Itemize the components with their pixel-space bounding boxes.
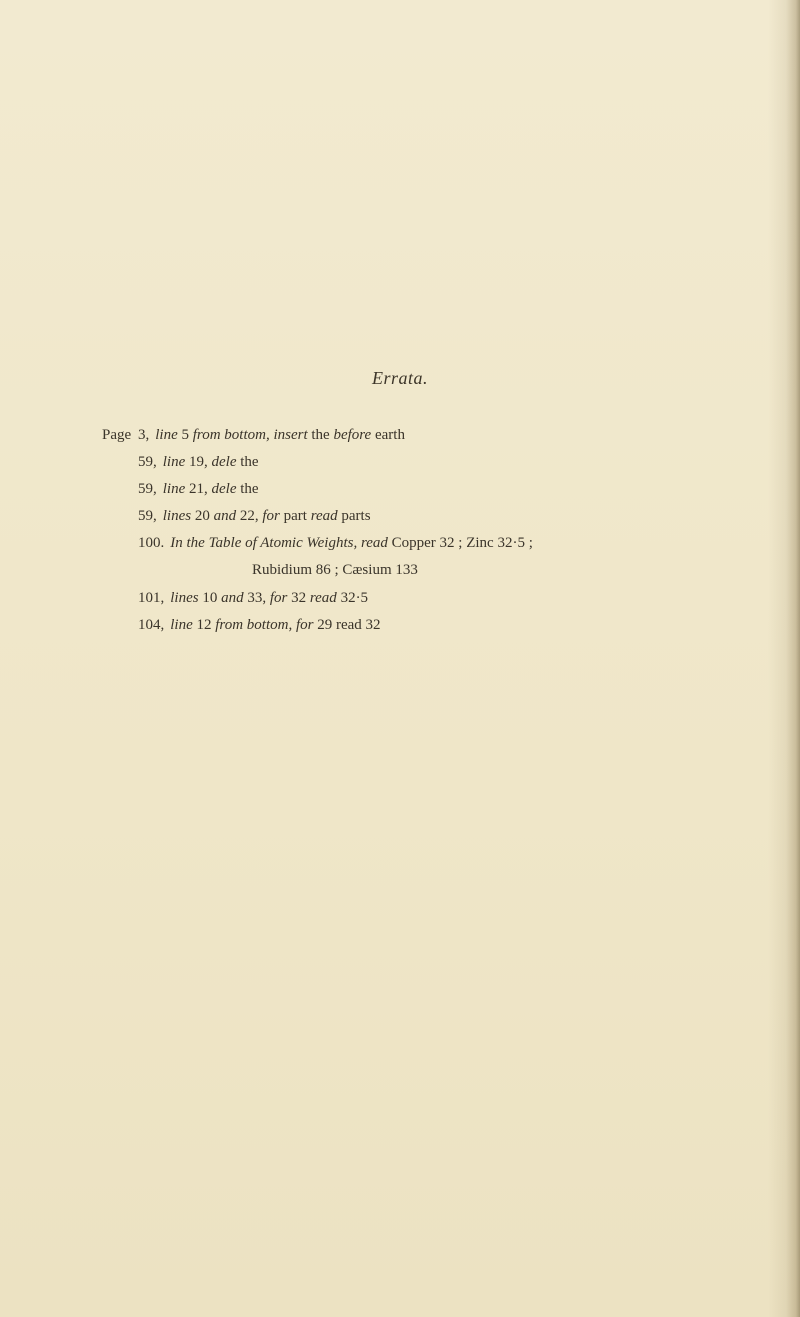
- correction-text: 21,: [185, 481, 212, 497]
- errata-list: [102, 424, 792, 641]
- errata-entry: [102, 532, 792, 559]
- correction-instruction: and: [221, 590, 244, 606]
- errata-entry: [102, 587, 792, 614]
- entry-correction: [170, 587, 368, 609]
- correction-text: earth: [371, 427, 405, 443]
- correction-text: the: [307, 427, 334, 443]
- correction-text: Copper 32 ; Zinc 32·5 ;: [387, 535, 533, 551]
- correction-text: the: [236, 481, 259, 497]
- correction-text: parts: [337, 508, 371, 524]
- correction-text: 5: [177, 427, 193, 443]
- errata-entry: [102, 424, 792, 451]
- correction-instruction: read: [309, 590, 337, 606]
- correction-instruction: dele: [211, 454, 237, 470]
- errata-entry: [102, 614, 792, 641]
- errata-entry-continuation: Rubidium 86 ; Cæsium 133: [252, 562, 418, 578]
- correction-text: 33,: [243, 590, 270, 606]
- correction-text: 22,: [236, 508, 263, 524]
- correction-text: 32·5: [336, 590, 369, 606]
- correction-instruction: for: [269, 590, 288, 606]
- correction-text: 19,: [185, 454, 212, 470]
- correction-instruction: for: [295, 617, 314, 633]
- correction-text: 29 read 32: [313, 617, 381, 633]
- correction-text: 20: [191, 508, 214, 524]
- correction-instruction: from bottom,: [192, 427, 270, 443]
- entry-correction: [170, 614, 380, 636]
- correction-text: 12: [192, 617, 216, 633]
- entry-page-number: 100.: [138, 535, 165, 551]
- entry-correction: [163, 451, 259, 473]
- entry-page-number: 59,: [138, 454, 157, 470]
- entry-correction: [163, 478, 259, 500]
- correction-instruction: before: [333, 427, 372, 443]
- correction-instruction: In the Table of Atomic Weights, read: [170, 535, 388, 551]
- entry-lead: Page: [102, 427, 132, 443]
- correction-instruction: lines: [170, 590, 199, 606]
- errata-entry: [102, 478, 792, 505]
- errata-entry: [102, 505, 792, 532]
- errata-title: Errata.: [372, 368, 429, 388]
- correction-instruction: insert: [273, 427, 308, 443]
- correction-instruction: read: [310, 508, 338, 524]
- page-edge-shadow: [786, 0, 800, 1317]
- entry-correction: [170, 532, 533, 554]
- correction-instruction: dele: [211, 481, 237, 497]
- correction-instruction: line: [170, 617, 193, 633]
- correction-text: part: [279, 508, 311, 524]
- correction-instruction: lines: [162, 508, 192, 524]
- entry-correction: [163, 505, 371, 527]
- correction-text: 10: [198, 590, 222, 606]
- entry-page-number: 104,: [138, 617, 165, 633]
- correction-text: 32: [287, 590, 310, 606]
- correction-instruction: and: [213, 508, 237, 524]
- correction-instruction: from bottom,: [215, 617, 293, 633]
- entry-page-number: 59,: [138, 481, 157, 497]
- entry-page-number: 101,: [138, 590, 165, 606]
- entry-page-number: 3,: [138, 427, 150, 443]
- errata-entry: [102, 451, 792, 478]
- correction-instruction: line: [155, 427, 178, 443]
- entry-page-number: 59,: [138, 508, 157, 524]
- correction-instruction: line: [162, 454, 186, 470]
- correction-instruction: line: [162, 481, 186, 497]
- correction-instruction: for: [262, 508, 280, 524]
- entry-correction: [155, 424, 405, 446]
- correction-text: the: [236, 454, 259, 470]
